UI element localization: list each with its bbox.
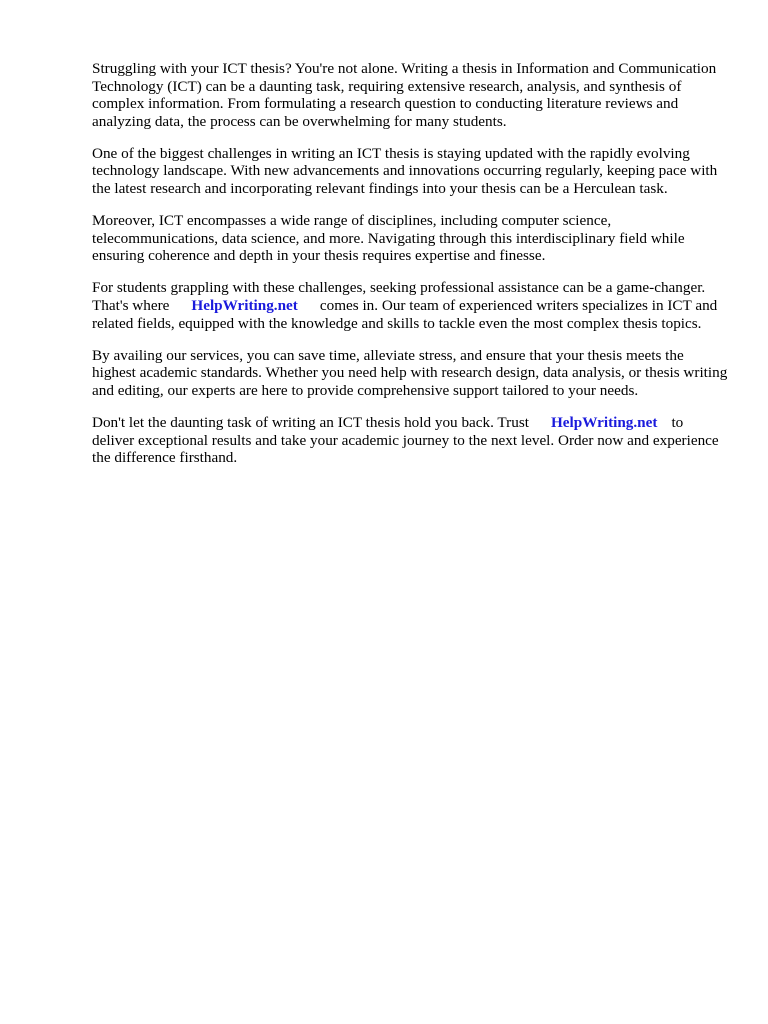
paragraph-cta-text-after: to deliver exceptional results and take your academic journey to the next level. Order now and experience the difference firsthand. [92, 414, 719, 467]
helpwriting-link[interactable]: HelpWriting.net [191, 297, 298, 315]
paragraph-disciplines: Moreover, ICT encompasses a wide range of disciplines, including computer science, telecommunications, data science, and more. Navigating through this interdisciplinary field while ensuring coherence and depth in your thesis requires expertise and finesse. [92, 212, 685, 265]
paragraph-call-to-action [92, 414, 728, 467]
paragraph-assistance-text-before: For students grappling with these challenges, seeking professional assistance can be a game-changer. That's where [92, 279, 706, 315]
paragraph-intro: Struggling with your ICT thesis? You're not alone. Writing a thesis in Information and Communication Technology (ICT) can be a daunting task, requiring extensive research, analysis, and synthesis of complex information. From formulating a research question to conducting literature reviews and analyzing data, the process can be overwhelming for many students. [92, 60, 717, 130]
helpwriting-link-cta[interactable]: HelpWriting.net [550, 414, 658, 431]
paragraph-assistance [92, 279, 728, 332]
document-body [92, 60, 728, 481]
paragraph-challenges: One of the biggest challenges in writing an ICT thesis is staying updated with the rapidly evolving technology landscape. With new advancements and innovations occurring regularly, keeping pace with the latest research and incorporating relevant findings into your thesis can be a Herculean task. [92, 144, 718, 198]
paragraph-assistance-text-after: comes in. Our team of experienced writers specializes in ICT and related fields, equipped with the knowledge and skills to tackle even the most complex thesis topics. [92, 297, 718, 332]
paragraph-benefits: By availing our services, you can save time, alleviate stress, and ensure that your thesis meets the highest academic standards. Whether you need help with research design, data analysis, or thesis writing and editing, our experts are here to provide comprehensive support tailored to your needs. [92, 346, 728, 399]
paragraph-cta-text-before: Don't let the daunting task of writing an ICT thesis hold you back. Trust [92, 414, 529, 431]
